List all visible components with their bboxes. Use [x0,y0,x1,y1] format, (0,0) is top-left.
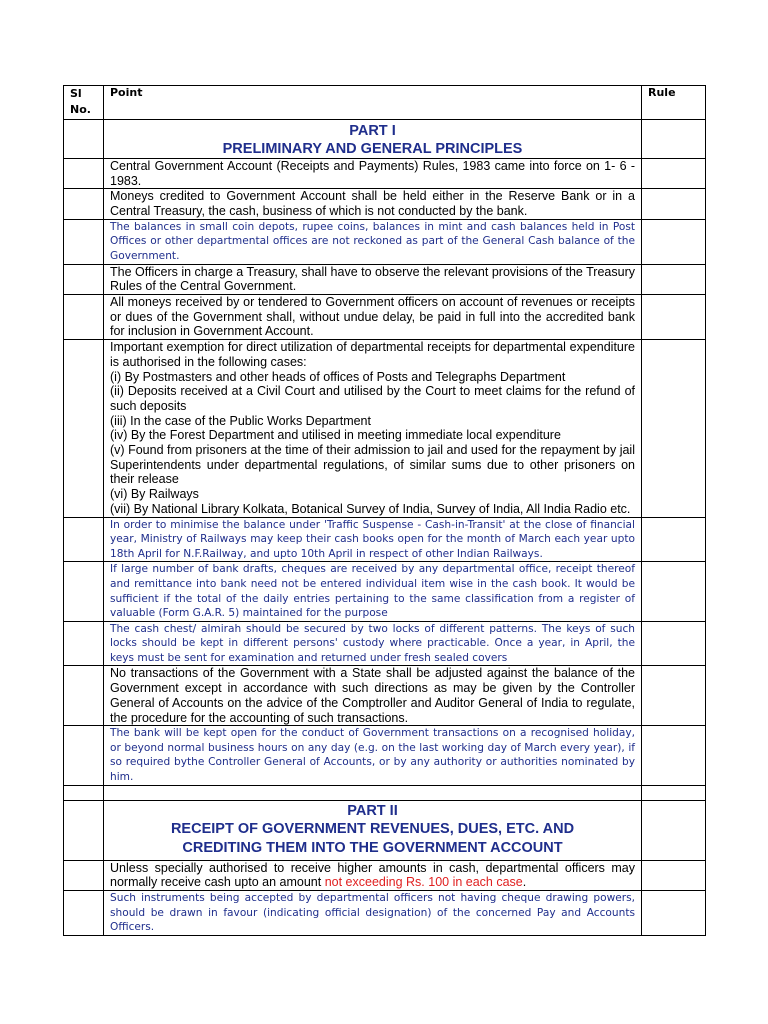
table-row [64,860,706,890]
row-text: The bank will be kept open for the conduct of Government transactions on a recognised holiday, or beyond normal business hours on any day (e.g. on the last working day of March every year), if so required bythe Controller General of Accounts, or by any authority or authorities nominated by him. [104,726,642,785]
table-row [64,562,706,621]
cash-limit-highlight: not exceeding Rs. 100 in each case [324,875,523,890]
part1-title: PART I [349,123,396,139]
row-text: The cash chest/ almirah should be secured by two locks of different patterns. The keys of such locks should be kept in different persons' custody where practicable. Once a year, in April, the keys must be sent for examination and returned under fresh sealed covers [104,621,642,666]
row-text: Moneys credited to Government Account shall be held either in the Reserve Bank or in a Central Treasury, the cash, business of which is not conducted by the bank. [104,189,642,219]
sl-no-header: Sl No. [64,86,104,120]
exemption-item: (ii) Deposits received at a Civil Court and utilised by the Court to meet claims for the refund of such deposits [110,384,635,413]
part2-title: PART II [347,802,398,819]
row-text: If large number of bank drafts, cheques are received by any departmental office, receipt thereof and remittance into bank need not be entered individual item wise in the cash book. It would be sufficient if the total of the daily entries pertaining to the same classification from a register of valuable (Form G.A.R. 5) maintained for the purpose [104,562,642,621]
exemption-item: (iii) In the case of the Public Works Department [110,413,371,428]
table-row [64,189,706,219]
part1-subtitle: PRELIMINARY AND GENERAL PRINCIPLES [222,141,523,157]
exemption-item: (v) Found from prisoners at the time of their admission to jail and used for the repayment by jail Superintendents under departmental regulations, of similar sums due to other prisoners on their release [110,443,635,487]
rules-table [63,85,706,936]
part2-heading-row [64,800,706,860]
row-text: The Officers in charge a Treasury, shall have to observe the relevant provisions of the Treasury Rules of the Central Government. [104,264,642,294]
table-row [64,726,706,785]
table-row [64,517,706,562]
point-header: Point [104,86,642,120]
exemption-item: (vii) By National Library Kolkata, Botanical Survey of India, Survey of India, All India Radio etc. [110,501,631,516]
table-row [64,666,706,726]
table-row [64,891,706,936]
table-row [64,621,706,666]
table-row [64,159,706,189]
exemption-cell [104,340,642,517]
row-text: No transactions of the Government with a State shall be adjusted against the balance of the Government except in accordance with such directions as may be given by the Controller General of Accounts on the advice of the Comptroller and Auditor General of India to regulate, the procedure for the accounting of such transactions. [104,666,642,726]
row-text: Unless specially authorised to receive higher amounts in cash, departmental officers may normally receive cash upto an amount not exceeding Rs. 100 in each case. [104,860,642,890]
table-row [64,295,706,340]
row-text: All moneys received by or tendered to Government officers on account of revenues or receipts or dues of the Government shall, without undue delay, be paid in full into the accredited bank for inclusion in Government Account. [104,295,642,340]
row-text: In order to minimise the balance under 'Traffic Suspense - Cash-in-Transit' at the close of financial year, Ministry of Railways may keep their cash books open for the month of March each year upto 18th April for N.F.Railway, and upto 10th April in respect of other Indian Railways. [104,517,642,562]
part2-line2: CREDITING THEM INTO THE GOVERNMENT ACCOUNT [182,839,563,856]
row-text: Central Government Account (Receipts and Payments) Rules, 1983 came into force on 1- 6 - 1983. [104,159,642,189]
exemption-item: (i) By Postmasters and other heads of offices of Posts and Telegraphs Department [110,369,566,384]
row-text: Such instruments being accepted by departmental officers not having cheque drawing powers, should be drawn in favour (indicating official designation) of the concerned Pay and Accounts Officers. [104,891,642,936]
part2-line1: RECEIPT OF GOVERNMENT REVENUES, DUES, ETC. AND [170,820,575,837]
rule-header: Rule [642,86,706,120]
empty-row [64,785,706,800]
table-row [64,219,706,264]
exemption-item: (iv) By the Forest Department and utilised in meeting immediate local expenditure [110,428,561,443]
part1-heading-row [64,120,706,159]
row-text: The balances in small coin depots, rupee coins, balances in mint and cash balances held in Post Offices or other departmental offices are not reckoned as part of the General Cash balance of the Government. [104,219,642,264]
table-row [64,264,706,294]
table-header [64,86,706,120]
table-row [64,340,706,517]
exemption-intro: Important exemption for direct utilization of departmental receipts for departmental expenditure is authorised in the following cases: [110,340,635,369]
exemption-item: (vi) By Railways [110,487,199,502]
